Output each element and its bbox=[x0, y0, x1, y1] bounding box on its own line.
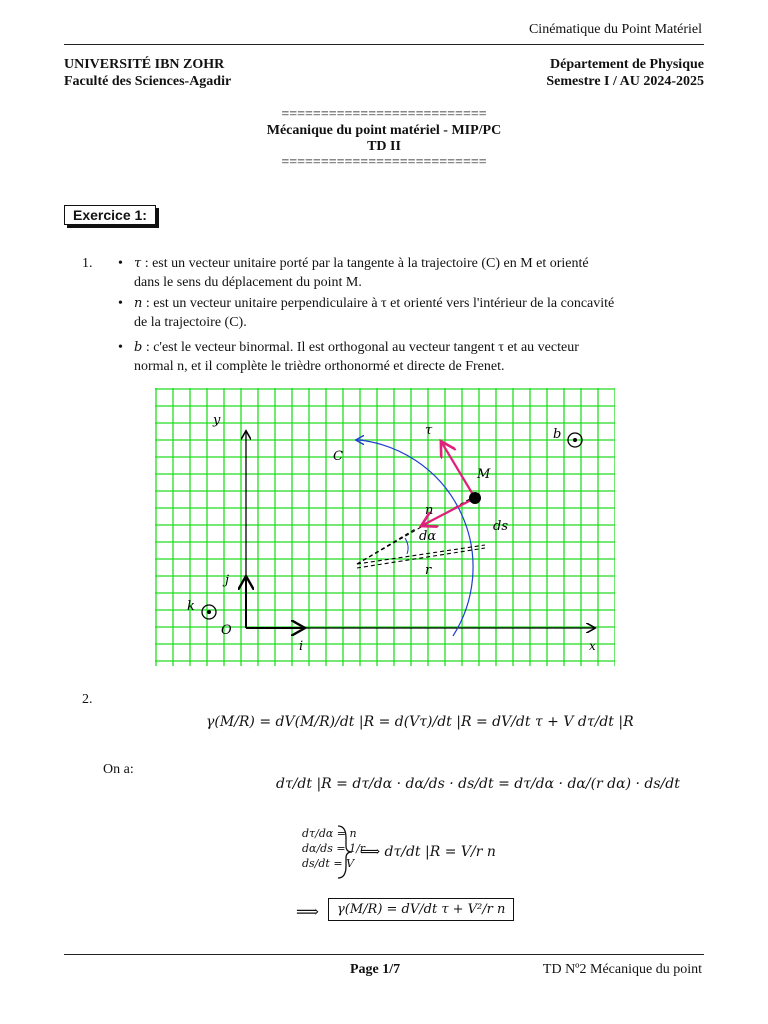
label-tau: τ bbox=[425, 423, 433, 438]
title-separator-top: ========================== bbox=[281, 107, 487, 122]
td-title: TD II bbox=[367, 139, 401, 154]
page-number: Page 1/7 bbox=[350, 962, 401, 977]
equation-acceleration: γ(M/R) = dV(M/R)/dt |R = d(Vτ)/dt |R = dV/dt τ + V dτ/dt |R bbox=[206, 714, 634, 730]
implies-arrow: ⟹ bbox=[296, 904, 319, 921]
point-M bbox=[469, 492, 481, 504]
part2-number: 2. bbox=[82, 692, 93, 707]
label-y: y bbox=[213, 413, 221, 428]
equation-result: ⟹ dτ/dt |R = V/r n bbox=[360, 844, 496, 860]
bullet-b-line2: normal n, et il complète le trièdre orthonormé et directe de Frenet. bbox=[134, 359, 505, 374]
institution-left bbox=[64, 56, 231, 90]
header-rule bbox=[64, 44, 704, 45]
bullet-dot: • bbox=[118, 256, 123, 271]
label-n: n bbox=[425, 503, 434, 518]
bullet-b-line1: : c'est le vecteur binormal. Il est orthogonal au vecteur tangent τ et au vecteur bbox=[142, 340, 579, 355]
label-k: k bbox=[187, 599, 195, 614]
footer-rule bbox=[64, 954, 704, 955]
bullet-b bbox=[134, 338, 704, 376]
title-separator-bottom: ========================== bbox=[281, 155, 487, 170]
faculty-name: Faculté des Sciences-Agadir bbox=[64, 74, 232, 89]
university-name: UNIVERSITÉ IBN ZOHR bbox=[64, 57, 225, 72]
radius-dashed bbox=[357, 545, 485, 564]
label-x: x bbox=[589, 639, 596, 653]
label-O: O bbox=[221, 623, 232, 638]
label-j: j bbox=[225, 573, 230, 588]
bullet-n bbox=[134, 294, 704, 332]
label-M: M bbox=[477, 467, 491, 482]
semester-label: Semestre I / AU 2024-2025 bbox=[546, 74, 704, 89]
footer-title: TD Nº2 Mécanique du point bbox=[542, 962, 702, 977]
equation-chain-rule: dτ/dt |R = dτ/dα · dα/ds · ds/dt = dτ/dα · dα/(r dα) · ds/dt bbox=[276, 776, 680, 792]
bullet-n-line1: : est un vecteur unitaire perpendiculaire à τ et orienté vers l'intérieur de la concavité bbox=[142, 296, 615, 311]
bullet-dot: • bbox=[118, 340, 123, 355]
institution-right bbox=[546, 56, 704, 90]
k-dot bbox=[207, 610, 211, 614]
bullet-tau-line2: dans le sens du déplacement du point M. bbox=[134, 275, 362, 290]
bullet-n-symbol: n bbox=[134, 296, 143, 311]
label-i: i bbox=[299, 639, 304, 654]
system-line: ds/dt = V bbox=[302, 857, 355, 870]
title-block bbox=[0, 107, 768, 171]
frenet-diagram bbox=[155, 388, 615, 666]
boxed-result: γ(M/R) = dV/dt τ + V²/r n bbox=[328, 898, 514, 921]
part1-number: 1. bbox=[82, 256, 93, 271]
system-line: dτ/dα = n bbox=[302, 827, 357, 840]
label-r: r bbox=[425, 563, 432, 578]
bullet-b-symbol: b bbox=[134, 340, 143, 355]
running-header: Cinématique du Point Matériel bbox=[528, 22, 702, 37]
bullet-dot: • bbox=[118, 296, 123, 311]
bullet-tau-symbol: τ bbox=[134, 256, 142, 271]
trajectory-curve bbox=[359, 440, 473, 636]
bullet-n-line2: de la trajectoire (C). bbox=[134, 315, 247, 330]
system-line: dα/ds = 1/r bbox=[302, 842, 366, 855]
exercise-label: Exercice 1: bbox=[64, 205, 156, 225]
department-name: Département de Physique bbox=[550, 57, 704, 72]
binormal-dot bbox=[573, 438, 577, 442]
label-C: C bbox=[333, 449, 343, 464]
bullet-tau-line1: : est un vecteur unitaire porté par la tangente à la trajectoire (C) en M et orienté bbox=[141, 256, 589, 271]
label-dalpha: dα bbox=[419, 529, 437, 544]
radius-dashed bbox=[357, 548, 485, 568]
label-ds: ds bbox=[493, 519, 508, 534]
label-b: b bbox=[553, 427, 562, 442]
bullet-tau bbox=[134, 254, 704, 292]
system-brace bbox=[334, 824, 356, 880]
course-title: Mécanique du point matériel - MIP/PC bbox=[266, 123, 502, 138]
angle-arc bbox=[405, 538, 408, 554]
on-a-label: On a: bbox=[103, 762, 134, 777]
